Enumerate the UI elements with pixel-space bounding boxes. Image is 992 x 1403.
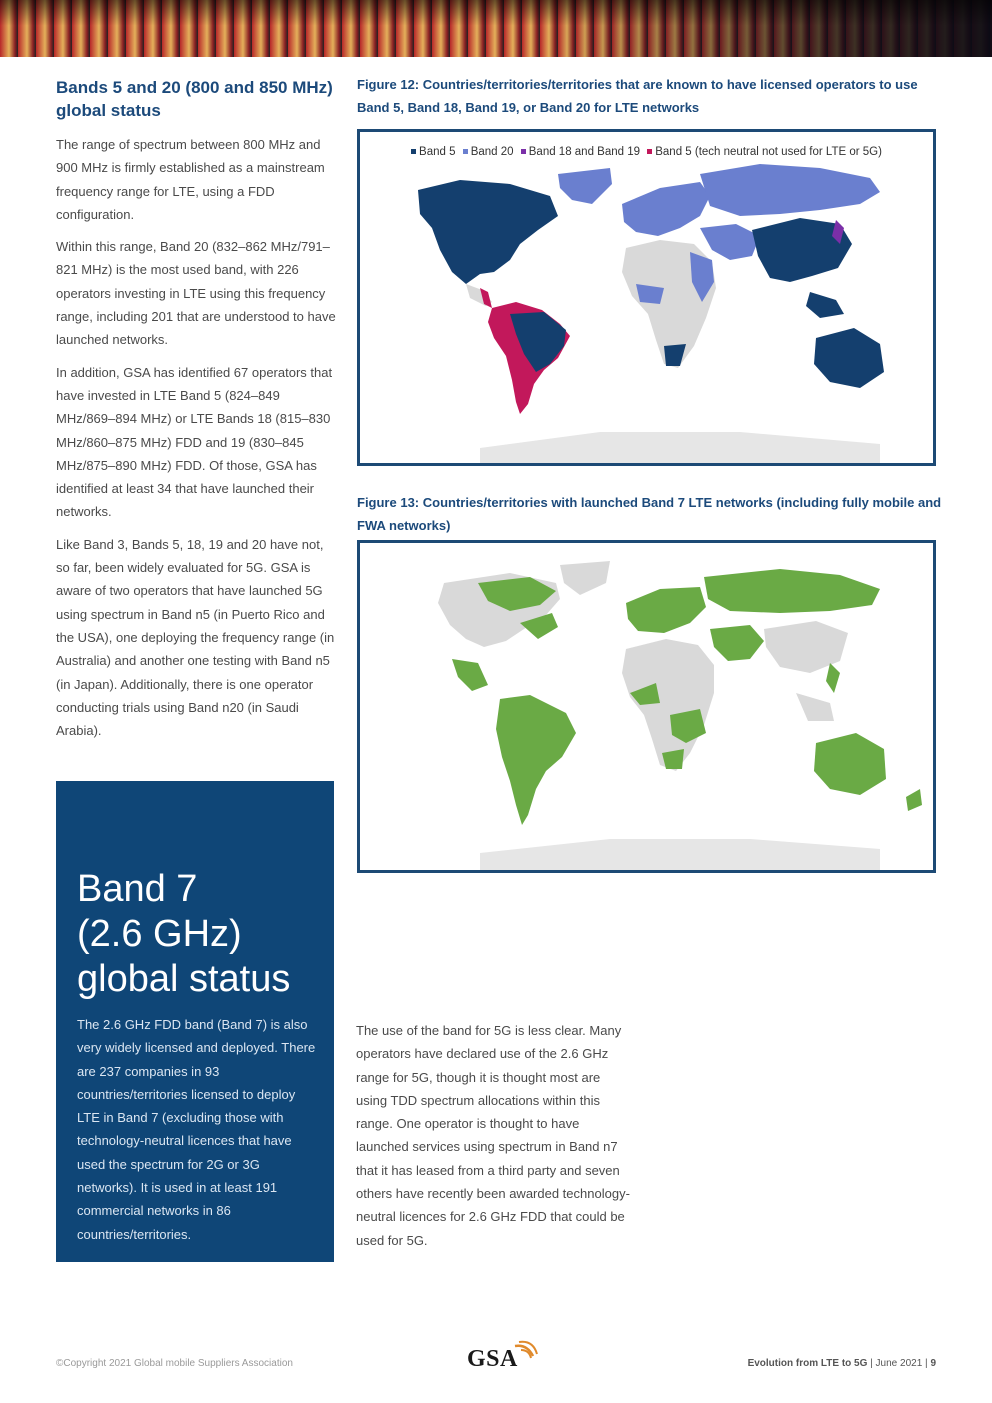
map-asia bbox=[764, 621, 848, 673]
map-middle-east bbox=[700, 224, 760, 260]
band7-box-text: The 2.6 GHz FDD band (Band 7) is also very widely licensed and deployed. There are 237 companies in 93 countries/territories licensed to deploy LTE in Band 7 (excluding those with technology-neutral licences that have used the spectrum for 2G or 3G networks). It is used in at least 191 commercial networks in 86 countries/territories. bbox=[77, 1017, 316, 1242]
band7-title-line: global status bbox=[77, 958, 291, 1000]
figure-13-caption: Figure 13: Countries/territories with launched Band 7 LTE networks (including fully mobile and FWA networks) bbox=[357, 495, 942, 533]
legend-item-band5-tech-neutral bbox=[647, 146, 882, 158]
map-north-america bbox=[418, 180, 558, 284]
map-middle-east bbox=[710, 625, 764, 661]
legend-item-band20 bbox=[463, 146, 514, 158]
legend-label: Band 5 bbox=[419, 146, 456, 158]
map-antarctica bbox=[480, 432, 880, 463]
legend-swatch bbox=[647, 149, 652, 154]
legend-label: Band 20 bbox=[470, 146, 514, 158]
footer-copyright: ©Copyright 2021 Global mobile Suppliers Association bbox=[56, 1358, 293, 1369]
map-legend bbox=[360, 146, 933, 158]
figure-13-map bbox=[357, 540, 936, 873]
map-russia bbox=[700, 164, 880, 216]
legend-label: Band 18 and Band 19 bbox=[528, 146, 641, 158]
map-australia bbox=[814, 733, 886, 795]
map-australia bbox=[814, 328, 884, 388]
left-column bbox=[56, 76, 336, 751]
figure-12-caption: Figure 12: Countries/territories/territories that are known to have licensed operators to use Band 5, Band 18, Band 19, or Band 20 for LTE networks bbox=[357, 77, 918, 115]
footer-doc-title: Evolution from LTE to 5G bbox=[747, 1358, 868, 1369]
footer-separator: | bbox=[925, 1358, 928, 1369]
map-south-africa bbox=[664, 344, 686, 366]
legend-swatch bbox=[521, 149, 526, 154]
footer-page-number: 9 bbox=[930, 1358, 936, 1369]
world-map-svg bbox=[360, 132, 933, 463]
legend-swatch bbox=[463, 149, 468, 154]
map-africa bbox=[622, 639, 714, 771]
map-antarctica bbox=[480, 839, 880, 870]
band7-5g-paragraph: The use of the band for 5G is less clear. Many operators have declared use of the 2.6 GHz range for 5G, though it is thought most are using TDD spectrum allocations within this range. One operator is thought to have launched services using spectrum in Band n7 that it has leased from a third party and seven others have recently been awarded technology-neutral licences for 2.6 GHz FDD that could be used for 5G. bbox=[356, 1023, 630, 1248]
paragraph-3: In addition, GSA has identified 67 operators that have invested in LTE Band 5 (824–849 MHz/869–894 MHz) or LTE Bands 18 (815–830 MHz/860–875 MHz) FDD and 19 (830–845 MHz/875–890 MHz) FDD. Of those, GSA has identified at least 34 that have launched their networks. bbox=[56, 364, 333, 520]
paragraph-4: Like Band 3, Bands 5, 18, 19 and 20 have not, so far, been widely evaluated for 5G. GSA is aware of two operators that have launched 5G using spectrum in Band n5 (in Puerto Rico and the USA), one deploying the frequency range (in Australia) and another one testing with Band n5 (in Japan). Additionally, there is one operator conducting trials using Band n20 (in Saudi Arabia). bbox=[56, 536, 335, 739]
band7-title bbox=[77, 867, 327, 1002]
section-heading: Bands 5 and 20 (800 and 850 MHz) global status bbox=[56, 78, 333, 120]
map-mexico bbox=[452, 659, 488, 691]
band7-title-line: Band 7 bbox=[77, 868, 198, 910]
paragraph-1: The range of spectrum between 800 MHz and 900 MHz is firmly established as a mainstream frequency range for LTE, using a FDD configuration. bbox=[56, 137, 325, 222]
legend-label: Band 5 (tech neutral not used for LTE or 5G) bbox=[655, 146, 882, 158]
map-russia bbox=[704, 569, 880, 613]
map-greenland bbox=[558, 168, 612, 204]
map-southeast-asia bbox=[796, 693, 834, 721]
gsa-logo bbox=[465, 1338, 540, 1374]
legend-item-band18-19 bbox=[521, 146, 640, 158]
map-europe bbox=[622, 182, 710, 236]
band7-title-line: (2.6 GHz) bbox=[77, 913, 242, 955]
map-southeast-asia bbox=[806, 292, 844, 318]
legend-item-band5 bbox=[411, 146, 455, 158]
map-south-america bbox=[496, 695, 576, 825]
footer-date: June 2021 bbox=[875, 1358, 923, 1369]
world-map-svg bbox=[360, 543, 933, 870]
footer-doc-info bbox=[748, 1358, 936, 1369]
legend-swatch bbox=[411, 149, 416, 154]
map-new-zealand bbox=[906, 789, 922, 811]
footer-separator: | bbox=[870, 1358, 873, 1369]
gsa-logo-text: GSA bbox=[467, 1346, 518, 1372]
header-banner-image bbox=[0, 0, 992, 57]
paragraph-2: Within this range, Band 20 (832–862 MHz/791–821 MHz) is the most used band, with 226 operators investing in LTE using this frequency range, including 201 that are understood to have launched networks. bbox=[56, 239, 336, 348]
map-philippines bbox=[826, 663, 840, 693]
figure-12-map bbox=[357, 129, 936, 466]
map-greenland bbox=[560, 561, 610, 595]
map-europe bbox=[626, 587, 706, 633]
band7-callout-box bbox=[56, 781, 334, 1262]
